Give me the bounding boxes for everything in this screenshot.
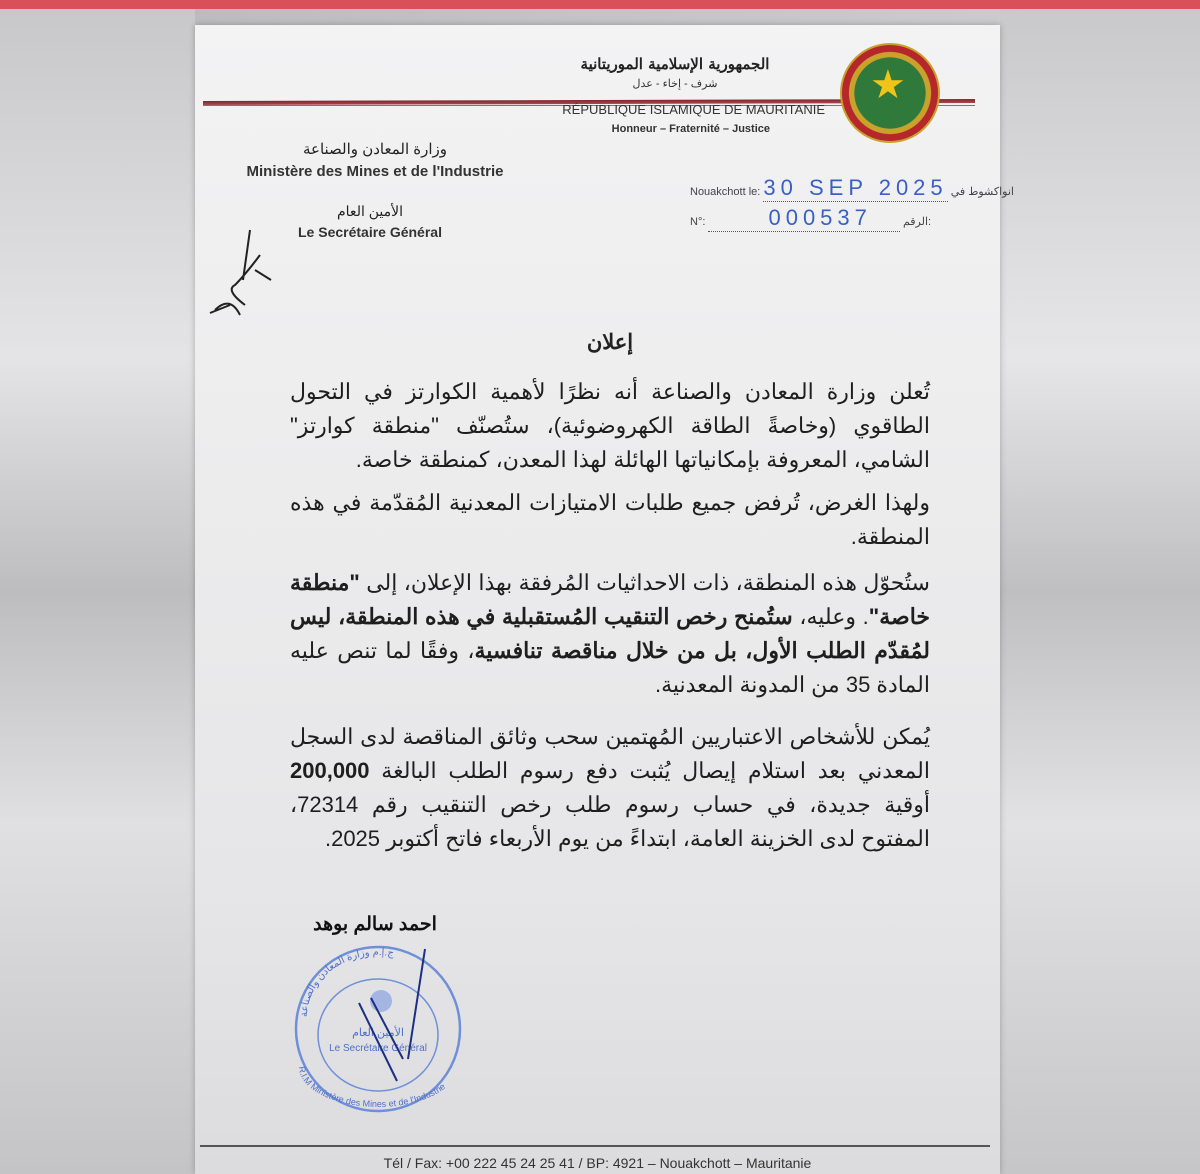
paragraph — [290, 375, 930, 477]
number-field — [708, 205, 899, 232]
text-line — [290, 375, 930, 409]
announcement-title: إعلان — [586, 331, 634, 354]
stamp-outer-french: R.I.M Ministère des Mines et de l'Industrie — [296, 1065, 448, 1110]
text-segment: ولهذا الغرض، تُرفض جميع طلبات الامتيازات المعدنية المُقدّمة في هذه — [290, 490, 930, 515]
date-label-arabic: انواكشوط في — [950, 186, 1014, 198]
date-stamp: 30 SEP 2025 — [763, 175, 948, 200]
text-segment: يُمكن للأشخاص الاعتباريين المُهتمين سحب وثائق المناقصة لدى السجل — [290, 724, 930, 749]
footer-contact: Tél / Fax: +00 222 45 24 25 41 / BP: 4921 – Nouakchott – Mauritanie — [383, 1155, 812, 1171]
ministry-french: Ministère des Mines et de l'Industrie — [246, 163, 504, 180]
bold-text: 200,000 — [290, 758, 370, 783]
text-segment: المعدني بعد استلام إيصال يُثبت دفع رسوم الطلب البالغة — [369, 758, 930, 783]
number-line — [690, 205, 950, 232]
text-line — [290, 566, 930, 600]
arabic-motto: شرف - إخاء - عدل — [632, 78, 718, 90]
number-label-arabic: الرقم: — [902, 216, 932, 228]
background-blur-left — [0, 9, 195, 1174]
stamp-inner-arabic: الأمين العام — [352, 1027, 404, 1039]
number-stamp: 000537 — [768, 205, 872, 230]
text-line — [290, 822, 930, 856]
handwritten-initials — [205, 225, 275, 320]
text-line — [290, 486, 930, 520]
text-line — [290, 634, 930, 668]
text-segment: المادة 35 من المدونة المعدنية. — [654, 672, 930, 697]
date-field — [763, 175, 947, 202]
french-state-name: RÉPUBLIQUE ISLAMIQUE DE MAURITANIE — [562, 102, 825, 117]
text-line — [290, 754, 930, 788]
bold-text: لمُقدّم الطلب الأول، بل من خلال مناقصة تنافسية — [474, 638, 930, 663]
secretary-general-french: Le Secrétaire Général — [298, 224, 442, 240]
text-segment: تُعلن وزارة المعادن والصناعة أنه نظرًا لأهمية الكوارتز في التحول — [290, 379, 930, 404]
text-segment: المنطقة. — [850, 524, 930, 549]
footer-rule — [200, 1145, 990, 1147]
stamp-inner-french: Le Secrétaire Général — [329, 1043, 427, 1054]
text-segment: الطاقوي (وخاصةً الطاقة الكهروضوئية)، ستُصنّف "منطقة كوارتز" — [290, 413, 930, 438]
text-line — [290, 668, 930, 702]
paragraph — [290, 486, 930, 554]
top-accent-bar — [0, 0, 1200, 9]
text-line — [290, 788, 930, 822]
text-segment: المفتوح لدى الخزينة العامة، ابتداءً من يوم الأربعاء فاتح أكتوبر 2025. — [324, 826, 930, 851]
number-label: N°: — [690, 216, 706, 228]
paragraph — [290, 720, 930, 856]
date-line — [690, 175, 1014, 202]
date-label: Nouakchott le: — [690, 186, 761, 198]
arabic-state-name: الجمهورية الإسلامية الموريتانية — [580, 55, 770, 73]
bold-text: ستُمنح رخص التنقيب المُستقبلية في هذه المنطقة، ليس — [290, 604, 793, 629]
background-blur-right — [1000, 9, 1200, 1174]
text-segment: ، وفقًا لما تنص عليه — [290, 638, 475, 663]
signatory-name: احمد سالم بوهد — [313, 914, 437, 935]
paragraph — [290, 566, 930, 702]
svg-text:R.I.M Ministère des Mines et d — [297, 1066, 447, 1109]
secretary-general-arabic: الأمين العام — [337, 203, 403, 219]
ministry-arabic: وزارة المعادن والصناعة — [302, 141, 448, 158]
national-seal-icon: ★ — [840, 43, 940, 143]
french-motto: Honneur – Fraternité – Justice — [611, 123, 770, 135]
bold-text: "منطقة — [290, 570, 360, 595]
text-line — [290, 720, 930, 754]
text-segment: الشامي، المعروفة بإمكانياتها الهائلة لهذا المعدن، كمنطقة خاصة. — [355, 447, 930, 472]
text-line — [290, 443, 930, 477]
stamp-outer-arabic: ج.إ.م وزارة المعادن والصناعة — [298, 946, 395, 1018]
text-line — [290, 520, 930, 554]
text-segment: ستُحوّل هذه المنطقة، ذات الاحداثيات المُرفقة بهذا الإعلان، إلى — [359, 570, 930, 595]
text-line — [290, 409, 930, 443]
official-stamp — [293, 943, 463, 1113]
bold-text: خاصة" — [868, 604, 930, 629]
text-segment: . وعليه، — [792, 604, 869, 629]
document-page — [195, 25, 1014, 1174]
text-line — [290, 600, 930, 634]
text-segment: أوقية جديدة، في حساب رسوم طلب رخص التنقيب رقم 72314، — [290, 792, 930, 817]
